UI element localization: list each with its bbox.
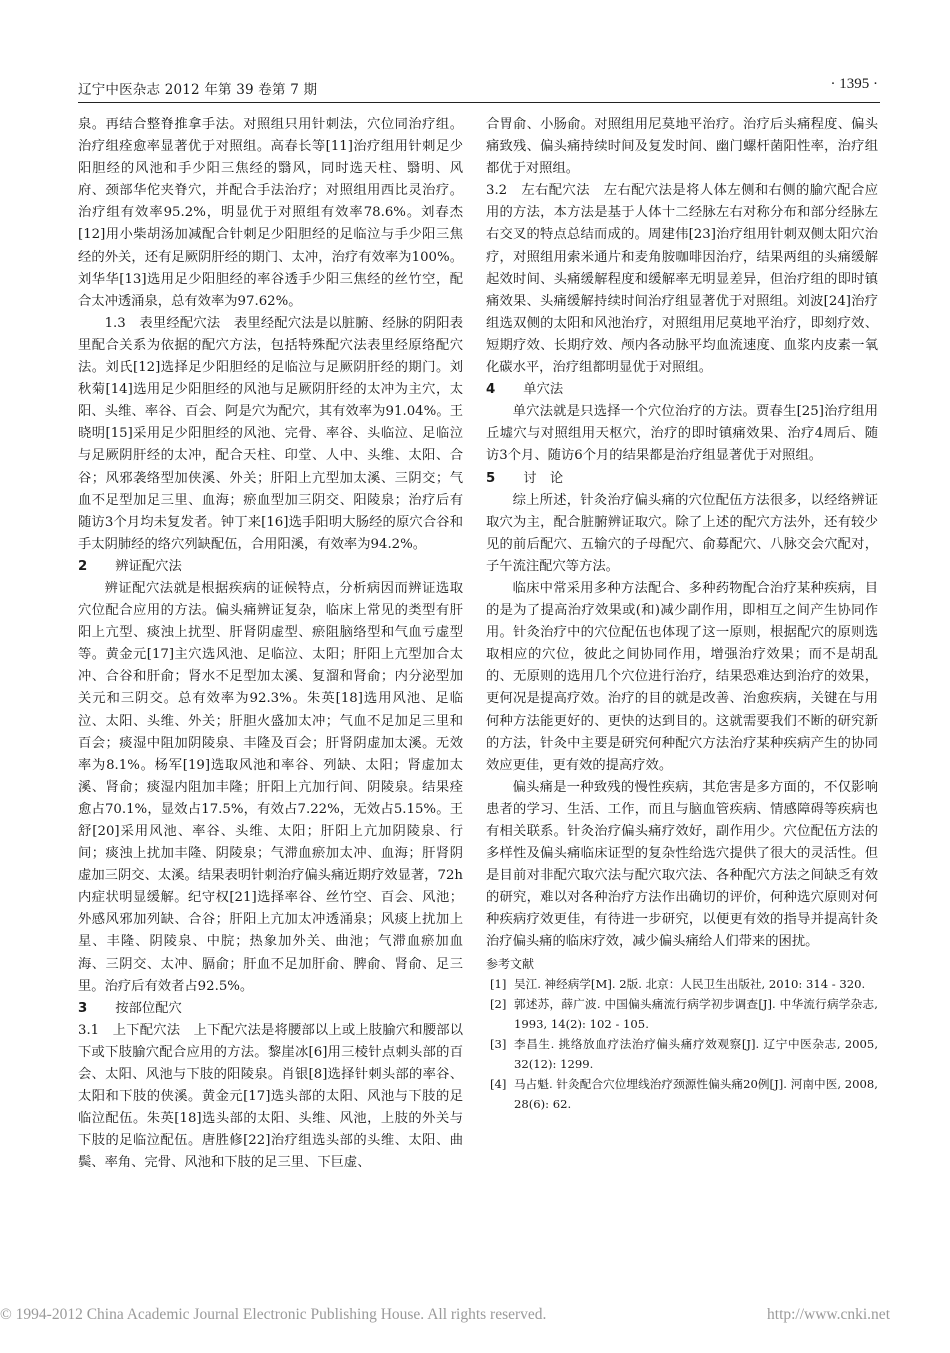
reference-text: 李昌生. 挑络放血疗法治疗偏头痛疗效观察[J]. 辽宁中医杂志, 2005, 32(12): 1299. bbox=[514, 1036, 878, 1071]
reference-number: [4] bbox=[490, 1076, 507, 1091]
footer-url[interactable]: http://www.cnki.net bbox=[767, 1306, 890, 1323]
section-number: 4 bbox=[486, 382, 496, 398]
section-number: 3 bbox=[78, 1000, 88, 1016]
section-heading bbox=[486, 379, 878, 401]
reference-number: [3] bbox=[490, 1036, 507, 1051]
paragraph: 1.3 表里经配穴法 表里经配穴法是以脏腑、经脉的阴阳表里配合关系为依据的配穴方法，包括特殊配穴法表里经原络配穴法。刘氏[12]选择足少阳胆经的足临泣与足厥阴肝经的期门。刘秋菊[14]选用足少阳胆经的风池与足厥阴肝经的太冲为主穴，太阳、头维、率谷、百会、阿是穴为配穴，其有效率为91.04%。王晓明[15]采用足少阳胆经的风池、完骨、率谷、头临泣、足临泣与足厥阴肝经的太冲，配合天柱、印堂、人中、头维、太阳、合谷；风邪袭络型加侠溪、外关；肝阳上亢型加太溪、三阴交；气血不足型加足三里、血海；瘀血型加三阴交、阳陵泉；治疗后有随访3个月均未复发者。钟丁来[16]选手阳明大肠经的原穴合谷和手太阴肺经的络穴列缺配伍，合用阳溪，有效率为94.2%。 bbox=[78, 315, 463, 552]
paragraph: 合胃俞、小肠俞。对照组用尼莫地平治疗。治疗后头痛程度、偏头痛致残、偏头痛持续时间及复发时间、幽门螺杆菌阳性率，治疗组都优于对照组。 bbox=[486, 117, 878, 177]
section-number: 5 bbox=[486, 470, 496, 486]
section-title: 单穴法 bbox=[523, 382, 564, 398]
page-number: · 1395 · bbox=[830, 76, 878, 92]
journal-title: 辽宁中医杂志 2012 年第 39 卷第 7 期 bbox=[78, 82, 318, 98]
paragraph: 3.1 上下配穴法 上下配穴法是将腰部以上或上肢腧穴和腰部以下或下肢腧穴配合应用的方法。黎崖冰[6]用三棱针点刺头部的百会、太阳、风池与下肢的阳陵泉。肖银[8]选择针刺头部的率谷、太阳和下肢的侠溪。黄金元[17]选头部的太阳、风池与下肢的足临泣配伍。朱英[18]选头部的太阳、头维、风池，上肢的外关与下肢的足临泣配伍。唐胜修[22]治疗组选头部的头维、太阳、曲鬓、率角、完骨、风池和下肢的足三里、下巨虚、 bbox=[78, 1022, 463, 1171]
paragraph: 3.2 左右配穴法 左右配穴法是将人体左侧和右侧的腧穴配合应用的方法，本方法是基于人体十二经脉左右对称分布和部分经脉左右交叉的特点总结而成的。周建伟[23]治疗组用针刺双侧太阳穴治疗，对照组用索米通片和麦角胺咖啡因治疗，结果两组的头痛缓解起效时间、头痛缓解程度和缓解率无明显差异，但治疗组的即时镇痛效果、头痛缓解持续时间治疗组显著优于对照组。刘波[24]治疗组选双侧的太阳和风池治疗，对照组用尼莫地平治疗，即刻疗效、短期疗效、长期疗效、颅内各动脉平均血流速度、血浆内皮素一氧化碳水平，治疗组都明显优于对照组。 bbox=[486, 183, 878, 376]
copyright-notice: © 1994-2012 China Academic Journal Electronic Publishing House. All rights reserved. bbox=[0, 1306, 547, 1323]
reference-text: 郭述苏，薛广波. 中国偏头痛流行病学初步调查[J]. 中华流行病学杂志, 1993, 14(2): 102 - 105. bbox=[514, 996, 878, 1031]
section-heading bbox=[78, 998, 463, 1020]
paragraph: 偏头痛是一种致残的慢性疾病，其危害是多方面的，不仅影响患者的学习、生活、工作，而且与脑血管疾病、情感障碍等疾病也有相关联系。针灸治疗偏头痛疗效好，副作用少。穴位配伍方法的多样性及偏头痛临床证型的复杂性给选穴提供了很大的灵活性。但是目前对非配穴取穴法与配穴取穴法、各种配穴方法之间缺乏有效的研究，难以对各种治疗方法作出确切的评价，何种选穴原则对何种疾病疗效更佳，有待进一步研究，以便更有效的指导并提高针灸治疗偏头痛的临床疗效，减少偏头痛给人们带来的困扰。 bbox=[486, 779, 878, 950]
reference-text: 吴江. 神经病学[M]. 2版. 北京：人民卫生出版社, 2010: 314 - 320. bbox=[514, 976, 866, 991]
reference-item bbox=[486, 994, 878, 1034]
section-heading bbox=[486, 468, 878, 490]
section-title: 讨 论 bbox=[523, 470, 564, 486]
left-column bbox=[78, 114, 463, 1175]
reference-item bbox=[486, 1074, 878, 1114]
running-header bbox=[78, 78, 878, 100]
paragraph: 综上所述，针灸治疗偏头痛的穴位配伍方法很多，以经络辨证取穴为主，配合脏腑辨证取穴。除了上述的配穴方法外，还有较少见的前后配穴、五输穴的子母配穴、俞募配穴、八脉交会穴配对，子午流注配穴等方法。 bbox=[486, 492, 878, 574]
section-title: 按部位配穴 bbox=[115, 1000, 182, 1016]
section-heading bbox=[78, 556, 463, 578]
paragraph: 单穴法就是只选择一个穴位治疗的方法。贾春生[25]治疗组用丘墟穴与对照组用天枢穴，治疗的即时镇痛效果、治疗4周后、随访3个月、随访6个月的结果都是治疗组显著优于对照组。 bbox=[486, 404, 878, 464]
section-number: 2 bbox=[78, 558, 88, 574]
section-title: 辨证配穴法 bbox=[115, 558, 182, 574]
paragraph: 泉。再结合整脊推拿手法。对照组只用针刺法，穴位同治疗组。治疗组痊愈率显著优于对照组。高春长等[11]治疗组用针刺足少阳胆经的风池和手少阳三焦经的翳风，同时选天柱、翳明、风府、颈部华佗夹脊穴，并配合手法治疗；对照组用西比灵治疗。治疗组有效率95.2%，明显优于对照组有效率78.6%。刘春杰[12]用小柴胡汤加减配合针刺足少阳胆经的足临泣与手少阳三焦经的外关，还有足厥阴肝经的期门、太冲，治疗有效率为100%。刘华华[13]选用足少阳胆经的率谷透手少阳三焦经的丝竹空，配合太冲透涌泉，总有效率为97.62%。 bbox=[78, 117, 463, 309]
reference-text: 马占魁. 针灸配合穴位埋线治疗颈源性偏头痛20例[J]. 河南中医, 2008, 28(6): 62. bbox=[514, 1076, 878, 1111]
reference-item bbox=[486, 974, 878, 994]
references-title: 参考文献 bbox=[486, 956, 535, 971]
reference-list bbox=[486, 974, 878, 1114]
reference-number: [1] bbox=[490, 976, 507, 991]
reference-number: [2] bbox=[490, 996, 507, 1011]
paragraph: 临床中常采用多种方法配合、多种药物配合治疗某种疾病，目的是为了提高治疗效果或(和)减少副作用，即相互之间产生协同作用。针灸治疗中的穴位配伍也体现了这一原则，根据配穴的原则选取相应的穴位，彼此之间协同作用，增强治疗效果；而不是胡乱的、无原则的选用几个穴位进行治疗，结果恐难达到治疗的效果，更何况是提高疗效。治疗的目的就是改善、治愈疾病，关键在与用何种方法能更好的、更快的达到目的。这就需要我们不断的研究新的方法，针灸中主要是研究何种配穴方法治疗某种疾病产生的协同效应更佳，更有效的提高疗效。 bbox=[486, 580, 878, 773]
paragraph: 辨证配穴法就是根据疾病的证候特点，分析病因而辨证选取穴位配合应用的方法。偏头痛辨证复杂，临床上常见的类型有肝阳上亢型、痰浊上扰型、肝肾阴虚型、瘀阻脑络型和气血亏虚型等。黄金元[17]主穴选风池、足临泣、太阳；肝阳上亢型加合太冲、合谷和肝俞；肾水不足型加太溪、复溜和肾俞；内分泌型加关元和三阴交。总有效率为92.3%。朱英[18]选用风池、足临泣、太阳、头维、外关；肝胆火盛加太冲；气血不足加足三里和百会；痰湿中阻加阴陵泉、丰隆及百会；肝肾阴虚加太溪。无效率为8.1%。杨军[19]选取风池和率谷、列缺、太阳；肾虚加太溪、肾俞；痰湿内阻加丰隆；肝阳上亢加行间、阴陵泉。结果痊愈占70.1%，显效占17.5%，有效占7.22%，无效占5.15%。王舒[20]采用风池、率谷、头维、太阳；肝阳上亢加阴陵泉、行间；痰浊上扰加丰隆、阴陵泉；气滞血瘀加太冲、血海；肝肾阴虚加三阴交、太溪。结果表明针刺治疗偏头痛近期疗效显著，72h内症状明显缓解。纪守权[21]选择率谷、丝竹空、百会、风池；外感风邪加列缺、合谷；肝阳上亢加太冲透涌泉；风痰上扰加上星、丰隆、阴陵泉、中脘；热象加外关、曲池；气滞血瘀加血海、三阴交、太冲、膈俞；肝血不足加肝俞、脾俞、肾俞、足三里。治疗后有效者占92.5%。 bbox=[78, 580, 463, 994]
right-column bbox=[486, 114, 878, 1114]
header-rule bbox=[78, 102, 880, 103]
reference-item bbox=[486, 1034, 878, 1074]
